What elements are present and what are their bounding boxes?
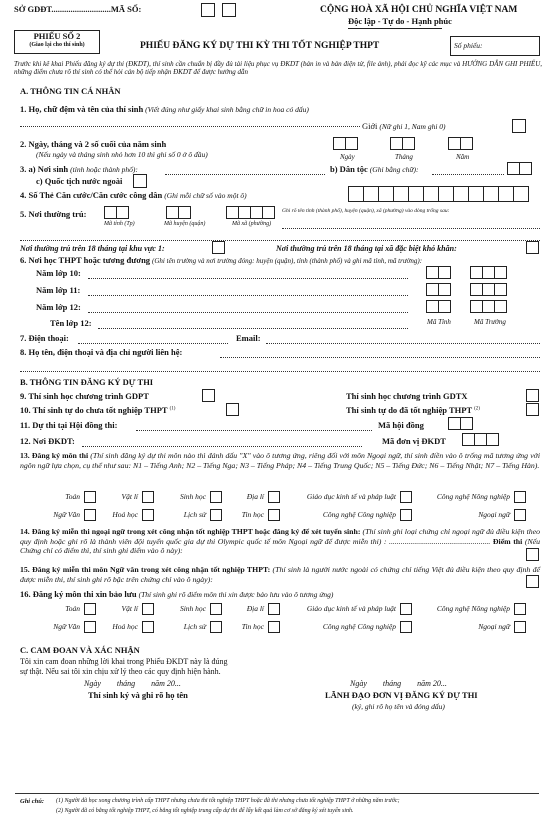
unit-signature-area[interactable] <box>330 716 490 776</box>
year-12-line[interactable] <box>88 304 408 313</box>
q15-label: 15. Đăng ký miễn thi môn Ngữ văn trong xét công nhận tốt nghiệp THPT: <box>20 565 271 574</box>
q16-subj-lich-su-box[interactable] <box>210 621 222 633</box>
dbkk-label: Nơi thường trú trên 18 tháng tại xã đặc biệt khó khăn: <box>276 244 457 253</box>
q5-note: Ghi rõ tên tỉnh (thành phố), huyện (quận), xã (phường) vào dòng trống sau: <box>282 208 450 214</box>
gender-box[interactable] <box>512 119 526 133</box>
q16-subj-ngoai-ngu-box[interactable] <box>514 621 526 633</box>
q14-block <box>20 527 540 556</box>
q2-hint: (Nếu ngày và tháng sinh nhỏ hơn 10 thì ghi số 0 ở ô đầu) <box>36 150 208 159</box>
year-10-school-cells[interactable] <box>470 266 506 279</box>
so-phieu-label: Số phiếu: <box>454 41 483 50</box>
subj-ngoai-ngu: Ngoại ngữ <box>478 509 510 519</box>
commit-text-2: sự thật. Nếu sai tôi xin chịu xử lý theo các quy định hiện hành. <box>20 667 221 676</box>
sign-left-label: Thí sinh ký và ghi rõ họ tên <box>88 690 188 700</box>
registration-place-line[interactable] <box>82 438 362 447</box>
q2-label: 2. Ngày, tháng và 2 số cuối của năm sinh <box>20 139 167 149</box>
q16-subj-vat-li: Vật lí <box>121 603 138 613</box>
q16-subj-hoa-hoc-box[interactable] <box>142 621 154 633</box>
subj-lich-su-box[interactable] <box>210 509 222 521</box>
q16-subj-dia-li: Địa lí <box>246 603 264 613</box>
q3a-row <box>20 165 138 175</box>
candidate-signature-area[interactable] <box>86 716 206 776</box>
province-code-cells[interactable] <box>104 206 128 219</box>
q13-subjects-row-2 <box>20 509 532 521</box>
contact-line[interactable] <box>220 349 540 358</box>
dob-day-label: Ngày <box>340 153 355 161</box>
q14-text: (Thí sinh ghi loại chứng chỉ ngoại ngữ đủ điều kiện theo quy định hoặc ghi rõ là thành viên đội tuyển quốc gia dự thi Olympic quốc tế môn Ngoại ngữ để được miễn thi) : .................................................... <box>20 527 541 546</box>
email-line[interactable] <box>266 335 540 344</box>
q16-subj-cn-nong-nghiep-box[interactable] <box>514 603 526 615</box>
q16-subj-tin-hoc-box[interactable] <box>268 621 280 633</box>
foreign-nationality-box[interactable] <box>133 174 147 188</box>
subj-tin-hoc-box[interactable] <box>268 509 280 521</box>
q16-subj-toan-box[interactable] <box>84 603 96 615</box>
subj-ngu-van: Ngữ Văn <box>53 509 80 519</box>
footnote-divider <box>15 793 539 794</box>
year-10-line[interactable] <box>88 270 408 279</box>
q16-subj-dia-li-box[interactable] <box>268 603 280 615</box>
gdtx-box[interactable] <box>526 389 539 402</box>
ma-tinh-label: Mã Tỉnh <box>427 318 451 326</box>
ward-code-cells[interactable] <box>226 206 274 219</box>
q16-subj-vat-li-box[interactable] <box>142 603 154 615</box>
dob-year-cells[interactable] <box>448 137 472 150</box>
gdtx-label: Thí sinh học chương trình GDTX <box>346 391 468 401</box>
q11-label: 11. Dự thi tại Hội đồng thi: <box>20 420 118 430</box>
ethnicity-cells[interactable] <box>507 162 531 175</box>
email-label: Email: <box>236 333 261 343</box>
phone-line[interactable] <box>78 335 228 344</box>
q15-level-box[interactable] <box>526 575 539 588</box>
district-code-cells[interactable] <box>166 206 190 219</box>
q16-subj-tin-hoc: Tin học <box>241 621 264 631</box>
dob-year-label: Năm <box>456 153 470 161</box>
q10-sup: (1) <box>169 406 176 412</box>
year-12-school-cells[interactable] <box>470 300 506 313</box>
q16-subj-gdktpl-box[interactable] <box>400 603 412 615</box>
year-11-line[interactable] <box>88 287 408 296</box>
q13-block <box>20 451 540 470</box>
q10-row <box>20 406 175 416</box>
ma-so-box-2[interactable] <box>222 3 236 17</box>
motto-underline <box>348 28 442 29</box>
q16-subj-cn-nong-nghiep: Công nghệ Nông nghiệp <box>436 603 510 613</box>
subj-toan: Toán <box>65 491 80 501</box>
q16-hint: (Thí sinh ghi rõ điểm môn thi xin được bảo lưu vào ô tương ứng) <box>138 590 334 599</box>
q12-label: 12. Nơi ĐKDT: <box>20 436 75 446</box>
q3c-label: c) Quốc tịch nước ngoài <box>36 176 123 186</box>
class-12-line[interactable] <box>98 320 408 329</box>
subj-gdktpl-box[interactable] <box>400 491 412 503</box>
q3a-line[interactable] <box>165 166 325 175</box>
q13-label: 13. Đăng ký môn thi <box>20 451 89 460</box>
q1-label: 1. Họ, chữ đệm và tên của thí sinh <box>20 104 144 114</box>
year-11-province-cells[interactable] <box>426 283 450 296</box>
q16-subj-ngu-van: Ngữ Văn <box>53 621 80 631</box>
subj-gdktpl: Giáo dục kinh tế và pháp luật <box>306 491 396 501</box>
form-number-box <box>14 30 100 54</box>
q16-row <box>20 590 333 600</box>
form-number: PHIẾU SỐ 2 <box>33 31 81 41</box>
footnote-label: Ghi chú: <box>20 798 45 805</box>
dbkk-box[interactable] <box>526 241 539 254</box>
kv1-label: Nơi thường trú trên 18 tháng tại khu vực 1: <box>20 244 165 253</box>
year-12-label: Năm lớp 12: <box>36 302 81 312</box>
dob-month-cells[interactable] <box>390 137 414 150</box>
q4-row <box>20 191 247 201</box>
form-title: PHIẾU ĐĂNG KÝ DỰ THI KỲ THI TỐT NGHIỆP THPT <box>140 41 380 51</box>
q3b-line[interactable] <box>432 166 504 175</box>
subj-dia-li: Địa lí <box>246 491 264 501</box>
subj-cn-nong-nghiep-box[interactable] <box>514 491 526 503</box>
ma-truong-label: Mã Trường <box>474 318 506 326</box>
sign-right-label: LÃNH ĐẠO ĐƠN VỊ ĐĂNG KÝ DỰ THI <box>325 690 478 700</box>
subj-vat-li-box[interactable] <box>142 491 154 503</box>
q15-text: (Thí sinh là người nước ngoài có chứng chỉ tiếng Việt đủ điều kiện theo quy định để được miễn thi, thí sinh ghi rõ bậc trên chứng chỉ vào ô ngày): <box>20 565 540 584</box>
q16-subj-cn-cong-nghiep-box[interactable] <box>400 621 412 633</box>
dob-month-label: Tháng <box>395 153 413 161</box>
q5-ma-tinh: Mã tỉnh (Tp) <box>104 221 135 227</box>
q4-hint: (Ghi mỗi chữ số vào một ô) <box>164 191 247 200</box>
tn-sup: (2) <box>474 406 480 412</box>
q16-subjects-row-1 <box>20 603 532 615</box>
q5-ma-xa: Mã xã (phường) <box>232 221 272 227</box>
q13-text: (Thí sinh đăng ký dự thi môn nào thì đánh dấu "X" vào ô tương ứng, riêng đối với môn Ngoại ngữ, thí sinh điền vào ô trống mã tương ứng với ngôn ngữ lựa chọn, cụ thể như sau: N1 – Tiếng Anh; N2 – Tiếng Nga; N3 – Tiếng Pháp; N4 – Tiếng Trung Quốc; N5 – Tiếng Đức; N6 – Tiếng Nhật; N7 – Tiếng Hàn). <box>20 451 540 470</box>
subj-cn-cong-nghiep: Công nghệ Công nghiệp <box>322 509 396 519</box>
kv1-box[interactable] <box>212 241 225 254</box>
so-gddt-label: SỞ GDĐT............................MÃ SỐ: <box>14 4 142 14</box>
q8-label: 8. Họ tên, điện thoại và địa chỉ người liên hệ: <box>20 347 183 357</box>
q5-label: 5. Nơi thường trú: <box>20 209 87 219</box>
q3b-label: b) Dân tộc <box>330 164 368 174</box>
class-12-label: Tên lớp 12: <box>50 318 92 328</box>
q16-subj-gdktpl: Giáo dục kinh tế và pháp luật <box>306 603 396 613</box>
q16-subj-ngu-van-box[interactable] <box>84 621 96 633</box>
q16-subj-lich-su: Lịch sử <box>183 621 206 631</box>
q16-subjects-row-2 <box>20 621 532 633</box>
commit-text-1: Tôi xin cam đoan những lời khai trong Phiếu ĐKDT này là đúng <box>20 657 228 666</box>
dob-day-cells[interactable] <box>333 137 357 150</box>
subj-toan-box[interactable] <box>84 491 96 503</box>
q5-address-line[interactable] <box>282 220 540 229</box>
country-name: CỘNG HOÀ XÃ HỘI CHỦ NGHĨA VIỆT NAM <box>320 5 518 15</box>
intro-text: Trước khi kê khai Phiếu đăng ký dự thi (ĐKDT), thí sinh cần chuẩn bị đầy đủ tài liệu phục vụ ĐKDT (bản in và bản điện tử, file ảnh), phải đọc kỹ các mục và HƯỚNG DẪN GHI PHIẾU, những điểm chưa rõ thí sinh có thể hỏi cán bộ tiếp nhận ĐKDT để được hướng dẫn <box>14 60 542 77</box>
q16-subj-toan: Toán <box>65 603 80 613</box>
q16-label: 16. Đăng ký môn thi xin bảo lưu <box>20 589 137 599</box>
q10-label: 10. Thí sinh tự do chưa tốt nghiệp THPT <box>20 405 168 415</box>
year-12-province-cells[interactable] <box>426 300 450 313</box>
q14-label: 14. Đăng ký miễn thi ngoại ngữ trong xét công nhận tốt nghiệp THPT hoặc đăng ký để xét tuyển sinh: <box>20 527 361 536</box>
subj-sinh-hoc-box[interactable] <box>210 491 222 503</box>
ma-so-box-1[interactable] <box>201 3 215 17</box>
q3a-label: 3. a) Nơi sinh <box>20 164 69 174</box>
motto: Độc lập - Tự do - Hạnh phúc <box>348 16 452 26</box>
ma-don-vi-label: Mã đơn vị ĐKDT <box>382 436 446 446</box>
q14-diem-hint: (Nếu Chứng chỉ có điểm thì, thí sinh ghi điểm vào ô này): <box>20 536 540 555</box>
section-c-title: C. CAM ĐOAN VÀ XÁC NHẬN <box>20 645 140 655</box>
gender-row <box>362 122 446 132</box>
year-11-label: Năm lớp 11: <box>36 285 81 295</box>
subj-hoa-hoc-box[interactable] <box>142 509 154 521</box>
q6-row <box>20 256 422 266</box>
unit-code-cells[interactable] <box>462 433 498 446</box>
subj-ngu-van-box[interactable] <box>84 509 96 521</box>
q16-subj-cn-cong-nghiep: Công nghệ Công nghiệp <box>322 621 396 631</box>
q13-subjects-row-1 <box>20 491 532 503</box>
q6-label: 6. Nơi học THPT hoặc tương đương <box>20 255 151 265</box>
year-10-province-cells[interactable] <box>426 266 450 279</box>
q3a-hint: (tỉnh hoặc thành phố): <box>70 165 138 174</box>
id-number-cells[interactable] <box>348 186 528 202</box>
q16-subj-sinh-hoc: Sinh học <box>179 603 206 613</box>
gender-hint: (Nữ ghi 1, Nam ghi 0) <box>379 122 446 131</box>
subj-sinh-hoc: Sinh học <box>179 491 206 501</box>
subj-cn-cong-nghiep-box[interactable] <box>400 509 412 521</box>
subj-hoa-hoc: Hoá học <box>112 509 138 519</box>
q7-label: 7. Điện thoại: <box>20 333 69 343</box>
section-a-title: A. THÔNG TIN CÁ NHÂN <box>20 86 121 96</box>
section-b-title: B. THÔNG TIN ĐĂNG KÝ DỰ THI <box>20 377 154 387</box>
contact-line-2[interactable] <box>20 363 540 372</box>
q14-diem-label: Điểm thi <box>492 536 523 546</box>
year-11-school-cells[interactable] <box>470 283 506 296</box>
date-left: Ngày tháng năm 20... <box>84 679 181 688</box>
tn-label: Thí sinh tự do đã tốt nghiệp THPT <box>346 405 473 415</box>
subj-cn-nong-nghiep: Công nghệ Nông nghiệp <box>436 491 510 501</box>
q9-label: 9. Thí sinh học chương trình GDPT <box>20 391 149 401</box>
subj-lich-su: Lịch sử <box>183 509 206 519</box>
ma-hoi-dong-label: Mã hội đồng <box>378 420 424 430</box>
q3b-row <box>330 165 418 175</box>
q16-subj-hoa-hoc: Hoá học <box>112 621 138 631</box>
q16-subj-sinh-hoc-box[interactable] <box>210 603 222 615</box>
year-10-label: Năm lớp 10: <box>36 268 81 278</box>
tn-row <box>346 406 480 416</box>
exam-council-line[interactable] <box>136 422 372 431</box>
q15-block <box>20 565 540 584</box>
subj-ngoai-ngu-box[interactable] <box>514 509 526 521</box>
gdpt-box[interactable] <box>202 389 215 402</box>
form-number-note: (Giao lại cho thí sinh) <box>29 41 85 48</box>
q14-score-box[interactable] <box>526 548 539 561</box>
subj-dia-li-box[interactable] <box>268 491 280 503</box>
q1-name-line[interactable] <box>20 118 360 127</box>
q6-hint: (Ghi tên trường và nơi trường đóng: huyện (quận), tỉnh (thành phố) và ghi mã tỉnh, mã trường): <box>152 257 423 265</box>
q16-subj-ngoai-ngu: Ngoại ngữ <box>478 621 510 631</box>
sign-right-hint: (ký, ghi rõ họ tên và đóng dấu) <box>352 702 445 711</box>
q5-ma-huyen: Mã huyện (quận) <box>164 221 206 227</box>
gender-label: Giới <box>362 121 378 131</box>
subj-vat-li: Vật lí <box>121 491 138 501</box>
q1-hint: (Viết đúng như giấy khai sinh bằng chữ in hoa có dấu) <box>145 105 309 114</box>
tu-do-da-tn-box[interactable] <box>526 403 539 416</box>
q1-row <box>20 105 309 115</box>
so-phieu-box[interactable] <box>450 36 540 56</box>
date-right: Ngày tháng năm 20... <box>350 679 447 688</box>
subj-tin-hoc: Tin học <box>241 509 264 519</box>
footnote-1: (1) Người đã học xong chương trình cấp THPT nhưng chưa thi tốt nghiệp THPT hoặc đã thi nhưng chưa tốt nghiệp THPT ở những năm trước; <box>56 798 400 804</box>
footnote-2: (2) Người đã có bằng tốt nghiệp THPT, có bằng tốt nghiệp trung cấp dự thi để lấy kết quả làm cơ sở đăng ký xét tuyển sinh. <box>56 808 354 814</box>
council-code-cells[interactable] <box>448 417 472 430</box>
q4-label: 4. Số Thẻ Căn cước/Căn cước công dân <box>20 190 163 200</box>
q3b-hint: (Ghi bằng chữ): <box>369 165 419 174</box>
tu-do-chua-tn-box[interactable] <box>226 403 239 416</box>
q5-address-line-2[interactable] <box>20 232 540 241</box>
